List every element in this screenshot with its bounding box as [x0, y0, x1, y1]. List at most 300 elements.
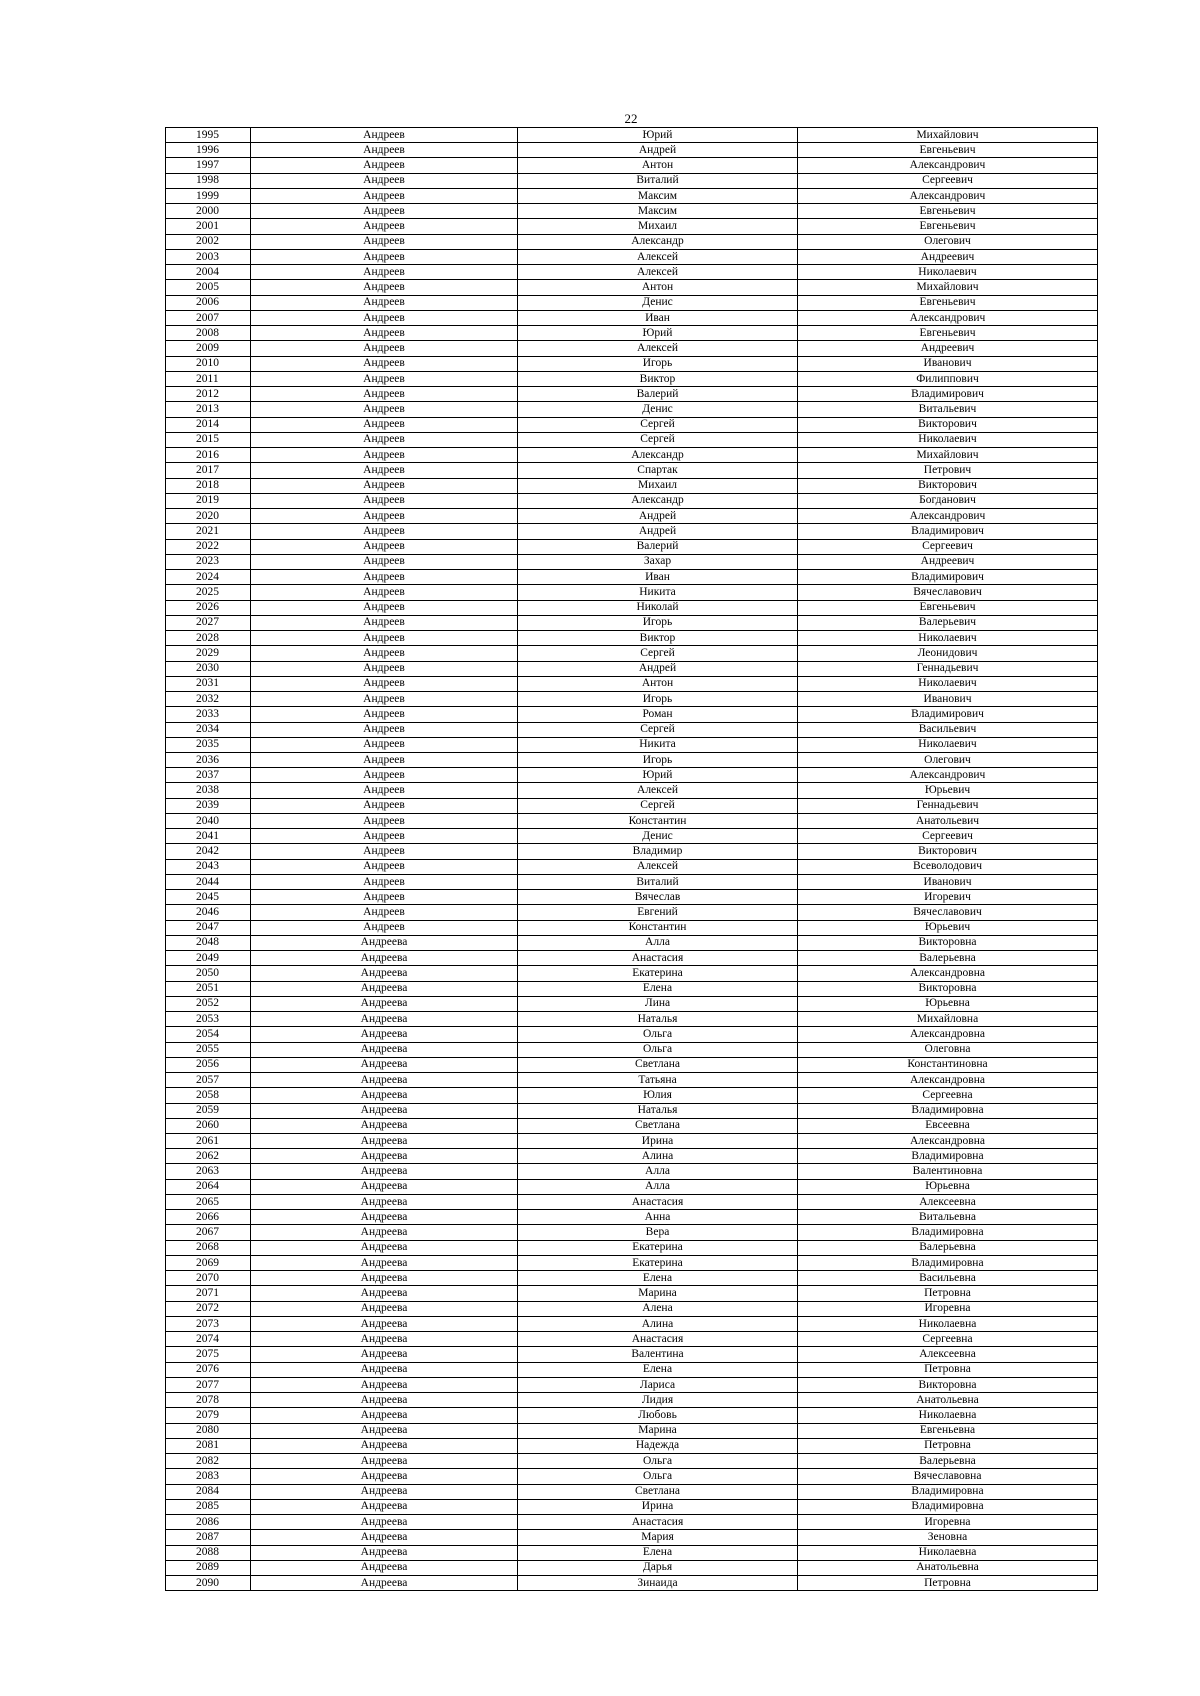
patronymic-cell: Олеговна: [798, 1042, 1098, 1057]
first-name-cell: Андрей: [518, 509, 798, 524]
patronymic-cell: Зеновна: [798, 1530, 1098, 1545]
table-row: [166, 371, 1098, 386]
first-name-cell: Иван: [518, 570, 798, 585]
first-name-cell: Максим: [518, 204, 798, 219]
table-row: [166, 585, 1098, 600]
row-number-cell: 2079: [166, 1408, 251, 1423]
first-name-cell: Алена: [518, 1301, 798, 1316]
patronymic-cell: Юрьевна: [798, 1179, 1098, 1194]
table-row: [166, 1484, 1098, 1499]
first-name-cell: Валентина: [518, 1347, 798, 1362]
table-row: [166, 1164, 1098, 1179]
row-number-cell: 2086: [166, 1515, 251, 1530]
row-number-cell: 2071: [166, 1286, 251, 1301]
patronymic-cell: Викторовна: [798, 1377, 1098, 1392]
first-name-cell: Анастасия: [518, 1332, 798, 1347]
table-row: [166, 1576, 1098, 1591]
patronymic-cell: Леонидович: [798, 646, 1098, 661]
table-row: [166, 1012, 1098, 1027]
row-number-cell: 2066: [166, 1210, 251, 1225]
row-number-cell: 2077: [166, 1377, 251, 1392]
row-number-cell: 2064: [166, 1179, 251, 1194]
patronymic-cell: Игоревна: [798, 1301, 1098, 1316]
row-number-cell: 2089: [166, 1560, 251, 1575]
first-name-cell: Антон: [518, 280, 798, 295]
table-row: [166, 798, 1098, 813]
surname-cell: Андреева: [251, 1118, 518, 1133]
surname-cell: Андреева: [251, 1347, 518, 1362]
surname-cell: Андреева: [251, 1423, 518, 1438]
row-number-cell: 2074: [166, 1332, 251, 1347]
table-row: [166, 951, 1098, 966]
patronymic-cell: Александровна: [798, 1027, 1098, 1042]
row-number-cell: 2019: [166, 493, 251, 508]
first-name-cell: Константин: [518, 813, 798, 828]
row-number-cell: 2020: [166, 509, 251, 524]
first-name-cell: Денис: [518, 829, 798, 844]
row-number-cell: 2007: [166, 310, 251, 325]
surname-cell: Андреев: [251, 615, 518, 630]
row-number-cell: 2052: [166, 996, 251, 1011]
table-row: [166, 1393, 1098, 1408]
surname-cell: Андреева: [251, 966, 518, 981]
surname-cell: Андреева: [251, 1240, 518, 1255]
first-name-cell: Татьяна: [518, 1073, 798, 1088]
table-row: [166, 752, 1098, 767]
first-name-cell: Алексей: [518, 859, 798, 874]
patronymic-cell: Викторович: [798, 844, 1098, 859]
table-row: [166, 783, 1098, 798]
first-name-cell: Лариса: [518, 1377, 798, 1392]
table-row: [166, 570, 1098, 585]
patronymic-cell: Евсеевна: [798, 1118, 1098, 1133]
table-row: [166, 844, 1098, 859]
surname-cell: Андреев: [251, 722, 518, 737]
patronymic-cell: Михайлович: [798, 448, 1098, 463]
patronymic-cell: Анатольевич: [798, 813, 1098, 828]
surname-cell: Андреева: [251, 1515, 518, 1530]
first-name-cell: Ирина: [518, 1499, 798, 1514]
surname-cell: Андреева: [251, 1073, 518, 1088]
table-body: [166, 128, 1098, 1591]
first-name-cell: Константин: [518, 920, 798, 935]
row-number-cell: 2024: [166, 570, 251, 585]
patronymic-cell: Геннадьевич: [798, 661, 1098, 676]
first-name-cell: Антон: [518, 676, 798, 691]
first-name-cell: Сергей: [518, 798, 798, 813]
patronymic-cell: Васильевич: [798, 722, 1098, 737]
table-row: [166, 493, 1098, 508]
first-name-cell: Марина: [518, 1286, 798, 1301]
patronymic-cell: Владимирович: [798, 707, 1098, 722]
table-row: [166, 310, 1098, 325]
table-row: [166, 600, 1098, 615]
first-name-cell: Михаил: [518, 478, 798, 493]
table-row: [166, 1408, 1098, 1423]
first-name-cell: Иван: [518, 310, 798, 325]
first-name-cell: Виктор: [518, 371, 798, 386]
table-row: [166, 1423, 1098, 1438]
row-number-cell: 2017: [166, 463, 251, 478]
table-row: [166, 478, 1098, 493]
first-name-cell: Надежда: [518, 1438, 798, 1453]
patronymic-cell: Валентиновна: [798, 1164, 1098, 1179]
patronymic-cell: Александровна: [798, 1073, 1098, 1088]
patronymic-cell: Петровна: [798, 1438, 1098, 1453]
patronymic-cell: Анатольевна: [798, 1560, 1098, 1575]
table-row: [166, 722, 1098, 737]
surname-cell: Андреев: [251, 844, 518, 859]
surname-cell: Андреева: [251, 1499, 518, 1514]
table-row: [166, 1149, 1098, 1164]
surname-cell: Андреев: [251, 417, 518, 432]
first-name-cell: Алексей: [518, 265, 798, 280]
first-name-cell: Денис: [518, 402, 798, 417]
first-name-cell: Виталий: [518, 874, 798, 889]
first-name-cell: Захар: [518, 554, 798, 569]
table-row: [166, 158, 1098, 173]
first-name-cell: Алла: [518, 1179, 798, 1194]
surname-cell: Андреева: [251, 1194, 518, 1209]
patronymic-cell: Александрович: [798, 158, 1098, 173]
row-number-cell: 2060: [166, 1118, 251, 1133]
surname-cell: Андреева: [251, 1088, 518, 1103]
patronymic-cell: Анатольевна: [798, 1393, 1098, 1408]
surname-cell: Андреев: [251, 798, 518, 813]
row-number-cell: 2082: [166, 1454, 251, 1469]
row-number-cell: 2041: [166, 829, 251, 844]
row-number-cell: 2033: [166, 707, 251, 722]
row-number-cell: 2087: [166, 1530, 251, 1545]
table-row: [166, 859, 1098, 874]
table-row: [166, 615, 1098, 630]
first-name-cell: Максим: [518, 188, 798, 203]
patronymic-cell: Валерьевна: [798, 1240, 1098, 1255]
table-row: [166, 448, 1098, 463]
first-name-cell: Елена: [518, 1271, 798, 1286]
row-number-cell: 2070: [166, 1271, 251, 1286]
surname-cell: Андреев: [251, 920, 518, 935]
surname-cell: Андреев: [251, 905, 518, 920]
table-row: [166, 509, 1098, 524]
surname-cell: Андреева: [251, 1469, 518, 1484]
table-row: [166, 1042, 1098, 1057]
table-row: [166, 905, 1098, 920]
patronymic-cell: Богданович: [798, 493, 1098, 508]
patronymic-cell: Всеволодович: [798, 859, 1098, 874]
table-row: [166, 188, 1098, 203]
row-number-cell: 2037: [166, 768, 251, 783]
patronymic-cell: Петрович: [798, 463, 1098, 478]
row-number-cell: 2015: [166, 432, 251, 447]
patronymic-cell: Вячеславович: [798, 905, 1098, 920]
table-row: [166, 813, 1098, 828]
patronymic-cell: Иванович: [798, 356, 1098, 371]
row-number-cell: 2042: [166, 844, 251, 859]
first-name-cell: Алла: [518, 935, 798, 950]
first-name-cell: Михаил: [518, 219, 798, 234]
table-row: [166, 1515, 1098, 1530]
surname-cell: Андреева: [251, 1133, 518, 1148]
first-name-cell: Владимир: [518, 844, 798, 859]
patronymic-cell: Геннадьевич: [798, 798, 1098, 813]
table-row: [166, 402, 1098, 417]
first-name-cell: Валерий: [518, 539, 798, 554]
first-name-cell: Марина: [518, 1423, 798, 1438]
table-row: [166, 524, 1098, 539]
surname-cell: Андреев: [251, 280, 518, 295]
first-name-cell: Виталий: [518, 173, 798, 188]
surname-cell: Андреев: [251, 204, 518, 219]
first-name-cell: Анастасия: [518, 1515, 798, 1530]
first-name-cell: Екатерина: [518, 1240, 798, 1255]
surname-cell: Андреева: [251, 1377, 518, 1392]
first-name-cell: Анна: [518, 1210, 798, 1225]
surname-cell: Андреева: [251, 1149, 518, 1164]
patronymic-cell: Николаевна: [798, 1408, 1098, 1423]
first-name-cell: Роман: [518, 707, 798, 722]
patronymic-cell: Иванович: [798, 692, 1098, 707]
patronymic-cell: Валерьевна: [798, 951, 1098, 966]
row-number-cell: 2030: [166, 661, 251, 676]
surname-cell: Андреева: [251, 1057, 518, 1072]
patronymic-cell: Николаевич: [798, 737, 1098, 752]
surname-cell: Андреева: [251, 1408, 518, 1423]
row-number-cell: 2054: [166, 1027, 251, 1042]
surname-cell: Андреев: [251, 692, 518, 707]
patronymic-cell: Андреевич: [798, 249, 1098, 264]
surname-cell: Андреев: [251, 219, 518, 234]
table-row: [166, 554, 1098, 569]
patronymic-cell: Игоревна: [798, 1515, 1098, 1530]
patronymic-cell: Сергеевич: [798, 539, 1098, 554]
table-row: [166, 1438, 1098, 1453]
first-name-cell: Лина: [518, 996, 798, 1011]
table-row: [166, 874, 1098, 889]
patronymic-cell: Витальевна: [798, 1210, 1098, 1225]
patronymic-cell: Олегович: [798, 752, 1098, 767]
first-name-cell: Ольга: [518, 1027, 798, 1042]
surname-cell: Андреева: [251, 1560, 518, 1575]
patronymic-cell: Филиппович: [798, 371, 1098, 386]
first-name-cell: Мария: [518, 1530, 798, 1545]
row-number-cell: 2001: [166, 219, 251, 234]
row-number-cell: 2069: [166, 1255, 251, 1270]
surname-cell: Андреева: [251, 1286, 518, 1301]
table-row: [166, 128, 1098, 143]
row-number-cell: 2053: [166, 1012, 251, 1027]
surname-cell: Андреев: [251, 128, 518, 143]
table-row: [166, 646, 1098, 661]
surname-cell: Андреев: [251, 387, 518, 402]
table-row: [166, 981, 1098, 996]
table-row: [166, 1530, 1098, 1545]
row-number-cell: 2000: [166, 204, 251, 219]
first-name-cell: Юрий: [518, 768, 798, 783]
patronymic-cell: Михайлович: [798, 128, 1098, 143]
table-row: [166, 295, 1098, 310]
table-row: [166, 1377, 1098, 1392]
first-name-cell: Игорь: [518, 692, 798, 707]
table-row: [166, 707, 1098, 722]
row-number-cell: 2044: [166, 874, 251, 889]
patronymic-cell: Андреевич: [798, 341, 1098, 356]
surname-cell: Андреева: [251, 1316, 518, 1331]
first-name-cell: Алексей: [518, 249, 798, 264]
first-name-cell: Юрий: [518, 326, 798, 341]
patronymic-cell: Владимировна: [798, 1255, 1098, 1270]
names-table: [165, 127, 1098, 1591]
table-row: [166, 1255, 1098, 1270]
first-name-cell: Никита: [518, 585, 798, 600]
row-number-cell: 2005: [166, 280, 251, 295]
first-name-cell: Ольга: [518, 1454, 798, 1469]
surname-cell: Андреев: [251, 402, 518, 417]
surname-cell: Андреев: [251, 737, 518, 752]
first-name-cell: Сергей: [518, 432, 798, 447]
row-number-cell: 2036: [166, 752, 251, 767]
patronymic-cell: Валерьевна: [798, 1454, 1098, 1469]
row-number-cell: 2034: [166, 722, 251, 737]
patronymic-cell: Витальевич: [798, 402, 1098, 417]
row-number-cell: 2046: [166, 905, 251, 920]
surname-cell: Андреева: [251, 1438, 518, 1453]
table-row: [166, 539, 1098, 554]
row-number-cell: 2080: [166, 1423, 251, 1438]
surname-cell: Андреев: [251, 371, 518, 386]
first-name-cell: Анастасия: [518, 951, 798, 966]
surname-cell: Андреева: [251, 1545, 518, 1560]
surname-cell: Андреева: [251, 1164, 518, 1179]
patronymic-cell: Иванович: [798, 874, 1098, 889]
patronymic-cell: Николаевич: [798, 265, 1098, 280]
patronymic-cell: Викторович: [798, 478, 1098, 493]
surname-cell: Андреев: [251, 356, 518, 371]
first-name-cell: Алексей: [518, 341, 798, 356]
table-row: [166, 1347, 1098, 1362]
first-name-cell: Алина: [518, 1316, 798, 1331]
row-number-cell: 2032: [166, 692, 251, 707]
surname-cell: Андреева: [251, 935, 518, 950]
patronymic-cell: Евгеньевич: [798, 143, 1098, 158]
first-name-cell: Александр: [518, 448, 798, 463]
first-name-cell: Игорь: [518, 356, 798, 371]
surname-cell: Андреев: [251, 874, 518, 889]
table-row: [166, 1027, 1098, 1042]
surname-cell: Андреев: [251, 173, 518, 188]
table-row: [166, 387, 1098, 402]
row-number-cell: 1999: [166, 188, 251, 203]
patronymic-cell: Викторович: [798, 417, 1098, 432]
surname-cell: Андреева: [251, 1255, 518, 1270]
first-name-cell: Екатерина: [518, 966, 798, 981]
first-name-cell: Александр: [518, 234, 798, 249]
patronymic-cell: Владимировна: [798, 1499, 1098, 1514]
table-row: [166, 280, 1098, 295]
surname-cell: Андреев: [251, 570, 518, 585]
surname-cell: Андреев: [251, 463, 518, 478]
page-number: 22: [624, 111, 638, 126]
first-name-cell: Алина: [518, 1149, 798, 1164]
surname-cell: Андреев: [251, 265, 518, 280]
surname-cell: Андреева: [251, 1042, 518, 1057]
row-number-cell: 2084: [166, 1484, 251, 1499]
first-name-cell: Ирина: [518, 1133, 798, 1148]
first-name-cell: Светлана: [518, 1118, 798, 1133]
row-number-cell: 2038: [166, 783, 251, 798]
row-number-cell: 2014: [166, 417, 251, 432]
row-number-cell: 2072: [166, 1301, 251, 1316]
row-number-cell: 2011: [166, 371, 251, 386]
patronymic-cell: Михайловна: [798, 1012, 1098, 1027]
table-row: [166, 234, 1098, 249]
row-number-cell: 2016: [166, 448, 251, 463]
table-row: [166, 326, 1098, 341]
surname-cell: Андреева: [251, 1454, 518, 1469]
row-number-cell: 2047: [166, 920, 251, 935]
surname-cell: Андреев: [251, 585, 518, 600]
row-number-cell: 1998: [166, 173, 251, 188]
first-name-cell: Вячеслав: [518, 890, 798, 905]
table-row: [166, 463, 1098, 478]
surname-cell: Андреева: [251, 1271, 518, 1286]
surname-cell: Андреева: [251, 1362, 518, 1377]
row-number-cell: 2026: [166, 600, 251, 615]
patronymic-cell: Юрьевич: [798, 783, 1098, 798]
first-name-cell: Ольга: [518, 1042, 798, 1057]
patronymic-cell: Евгеньевич: [798, 204, 1098, 219]
row-number-cell: 2068: [166, 1240, 251, 1255]
patronymic-cell: Михайлович: [798, 280, 1098, 295]
first-name-cell: Валерий: [518, 387, 798, 402]
surname-cell: Андреева: [251, 1393, 518, 1408]
patronymic-cell: Александрович: [798, 310, 1098, 325]
patronymic-cell: Владимирович: [798, 570, 1098, 585]
surname-cell: Андреев: [251, 143, 518, 158]
table-row: [166, 1545, 1098, 1560]
row-number-cell: 2022: [166, 539, 251, 554]
table-row: [166, 1286, 1098, 1301]
patronymic-cell: Алексеевна: [798, 1347, 1098, 1362]
table-row: [166, 1088, 1098, 1103]
table-row: [166, 1179, 1098, 1194]
patronymic-cell: Васильевна: [798, 1271, 1098, 1286]
table-row: [166, 249, 1098, 264]
table-row: [166, 341, 1098, 356]
row-number-cell: 2049: [166, 951, 251, 966]
patronymic-cell: Вячеславовна: [798, 1469, 1098, 1484]
patronymic-cell: Сергеевна: [798, 1332, 1098, 1347]
table-row: [166, 417, 1098, 432]
surname-cell: Андреев: [251, 768, 518, 783]
row-number-cell: 2003: [166, 249, 251, 264]
first-name-cell: Анастасия: [518, 1194, 798, 1209]
patronymic-cell: Сергеевич: [798, 173, 1098, 188]
first-name-cell: Елена: [518, 1545, 798, 1560]
surname-cell: Андреев: [251, 295, 518, 310]
first-name-cell: Любовь: [518, 1408, 798, 1423]
patronymic-cell: Владимировна: [798, 1103, 1098, 1118]
surname-cell: Андреев: [251, 432, 518, 447]
table-row: [166, 1454, 1098, 1469]
patronymic-cell: Александрович: [798, 509, 1098, 524]
first-name-cell: Светлана: [518, 1057, 798, 1072]
table-row: [166, 631, 1098, 646]
first-name-cell: Наталья: [518, 1012, 798, 1027]
surname-cell: Андреев: [251, 234, 518, 249]
table-row: [166, 890, 1098, 905]
row-number-cell: 2055: [166, 1042, 251, 1057]
